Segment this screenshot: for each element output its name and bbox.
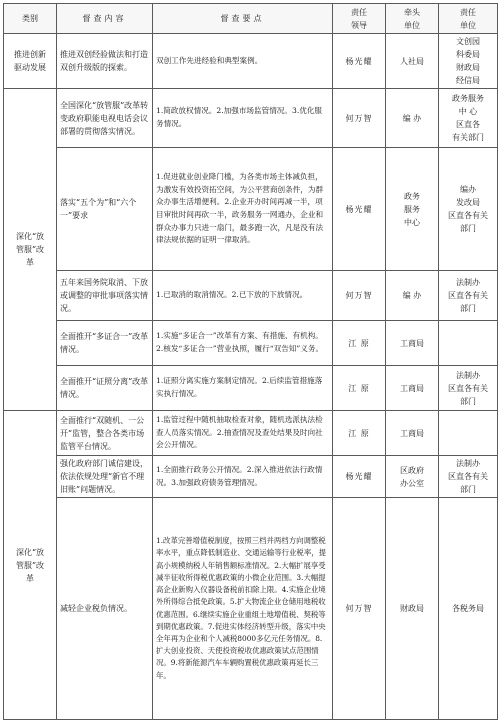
leader-cell: 何万智 (333, 498, 386, 720)
table-row (4, 89, 498, 148)
leader-cell: 江 原 (333, 366, 386, 411)
resp-unit-cell: 法制办 区直各有关 部门 (439, 271, 498, 321)
lead-unit-cell: 编 办 (386, 271, 439, 321)
task-cell: 全面推开“证照分离”改革情况。 (57, 366, 153, 411)
table-row (4, 271, 498, 321)
task-cell: 减轻企业税负情况。 (57, 498, 153, 720)
resp-unit-cell (439, 321, 498, 366)
table-row (4, 411, 498, 456)
leader-cell: 江 原 (333, 411, 386, 456)
resp-unit-cell: 编办 发改局 区直各有关 部门 (439, 148, 498, 271)
points-cell: 1.改革完善增值税制度，按照三档并两档方向调整税率水平，重点降低制造业、交通运输等行业税率，提高小规模纳税人年销售额标准情况。2.大幅扩展享受减半征收所得税优惠政策的小微企业范围。3.大幅提高企业新购入仪器设备税前扣除上限。4.实施企业境外所得综合抵免政策。5.扩大物流企业仓储用地税收优惠范围。6.继续实施企业重组土地增值税、契税等到期优惠政策。7.促进实体经济转型升级，落实中央全年再为企业和个人减税8000多亿元任务情况。8.扩大创业投资、天使投资税收优惠政策试点范围情况。9.将新能源汽车车辆购置税优惠政策再延长三年。 (153, 498, 333, 720)
points-cell: 1.已取消的取消情况。2.已下放的下放情况。 (153, 271, 333, 321)
task-cell: 全国深化“放管服”改革转变政府职能电视电话会议部署的贯彻落实情况。 (57, 89, 153, 148)
points-cell: 1.简政放权情况。2.加强市场监管情况。3.优化服务情况。 (153, 89, 333, 148)
category-cell: 深化“放 管服”改 革 (4, 89, 57, 411)
header-category: 类别 (4, 4, 57, 34)
table-row (4, 366, 498, 411)
leader-cell: 杨光耀 (333, 148, 386, 271)
header-leader: 责任 领导 (333, 4, 386, 34)
lead-unit-cell: 工商局 (386, 321, 439, 366)
leader-cell: 何万智 (333, 89, 386, 148)
task-cell: 全面推开“多证合一”改革情况。 (57, 321, 153, 366)
lead-unit-cell: 编 办 (386, 89, 439, 148)
category-cell: 推进创新 驱动发展 (4, 34, 57, 89)
lead-unit-cell: 工商局 (386, 366, 439, 411)
supervision-table (3, 3, 498, 720)
table-row (4, 456, 498, 498)
lead-unit-cell: 人社局 (386, 34, 439, 89)
task-cell: 全面推行“双随机、一公开”监管，整合各类市场监管平台情况。 (57, 411, 153, 456)
resp-unit-cell: 法制办 区直各有关 部门 (439, 456, 498, 498)
points-cell: 1.全面推行政务公开情况。2.深入推进依法行政情况。3.加强政府债务管理情况。 (153, 456, 333, 498)
resp-unit-cell (439, 411, 498, 456)
lead-unit-cell: 政务 服务 中心 (386, 148, 439, 271)
resp-unit-cell: 法制办 区直各有关 部门 (439, 366, 498, 411)
leader-cell: 何万智 (333, 271, 386, 321)
task-cell: 五年来国务院取消、下放或调整的审批事项落实情况。 (57, 271, 153, 321)
task-cell: 强化政府部门诚信建设，依法依规处理“新官不理旧账”问题情况。 (57, 456, 153, 498)
lead-unit-cell: 财政局 (386, 498, 439, 720)
points-cell: 1.监管过程中随机抽取检查对象，随机选派执法检查人员落实情况。2.抽查情况及查处结果及时向社会公开情况。 (153, 411, 333, 456)
resp-unit-cell: 文创园 科委局 财政局 经信局 (439, 34, 498, 89)
table-row (4, 321, 498, 366)
task-cell: 落实“五个为”和“六个一”要求 (57, 148, 153, 271)
points-cell: 双创工作先进经验和典型案例。 (153, 34, 333, 89)
table-row (4, 34, 498, 89)
leader-cell: 杨光耀 (333, 34, 386, 89)
lead-unit-cell: 区政府 办公室 (386, 456, 439, 498)
leader-cell: 江 原 (333, 321, 386, 366)
points-cell: 1.证照分离实施方案制定情况。2.后续监管措施落实执行情况。 (153, 366, 333, 411)
points-cell: 1.促进就业创业降门槛，为各类市场主体减负担，为激发有效投资拓空间，为公平营商创条件，为群众办事生活增便利。2.企业开办时间再减一半，项目审批时间再砍一半，政务服务一网通办，企业和群众办事力只进一扇门，最多跑一次，凡是没有法律法规依据的证明一律取消。 (153, 148, 333, 271)
table-header-row (4, 4, 498, 34)
header-lead-unit: 牵头 单位 (386, 4, 439, 34)
resp-unit-cell: 政务服务 中 心 区直各 有关部门 (439, 89, 498, 148)
header-resp-unit: 责任 单位 (439, 4, 498, 34)
task-cell: 推进双创经验做法和打造双创升级版的探索。 (57, 34, 153, 89)
points-cell: 1.实施“多证合一”改革有方案、有措施、有机构。2.核发“多证合一”营业执照，履行“双告知”义务。 (153, 321, 333, 366)
table-row (4, 148, 498, 271)
header-points: 督查要点 (153, 4, 333, 34)
resp-unit-cell: 各税务局 (439, 498, 498, 720)
header-task: 督查内容 (57, 4, 153, 34)
lead-unit-cell: 工商局 (386, 411, 439, 456)
leader-cell: 杨光耀 (333, 456, 386, 498)
table-row (4, 498, 498, 720)
category-cell: 深化“放 管服”改 革 (4, 411, 57, 720)
